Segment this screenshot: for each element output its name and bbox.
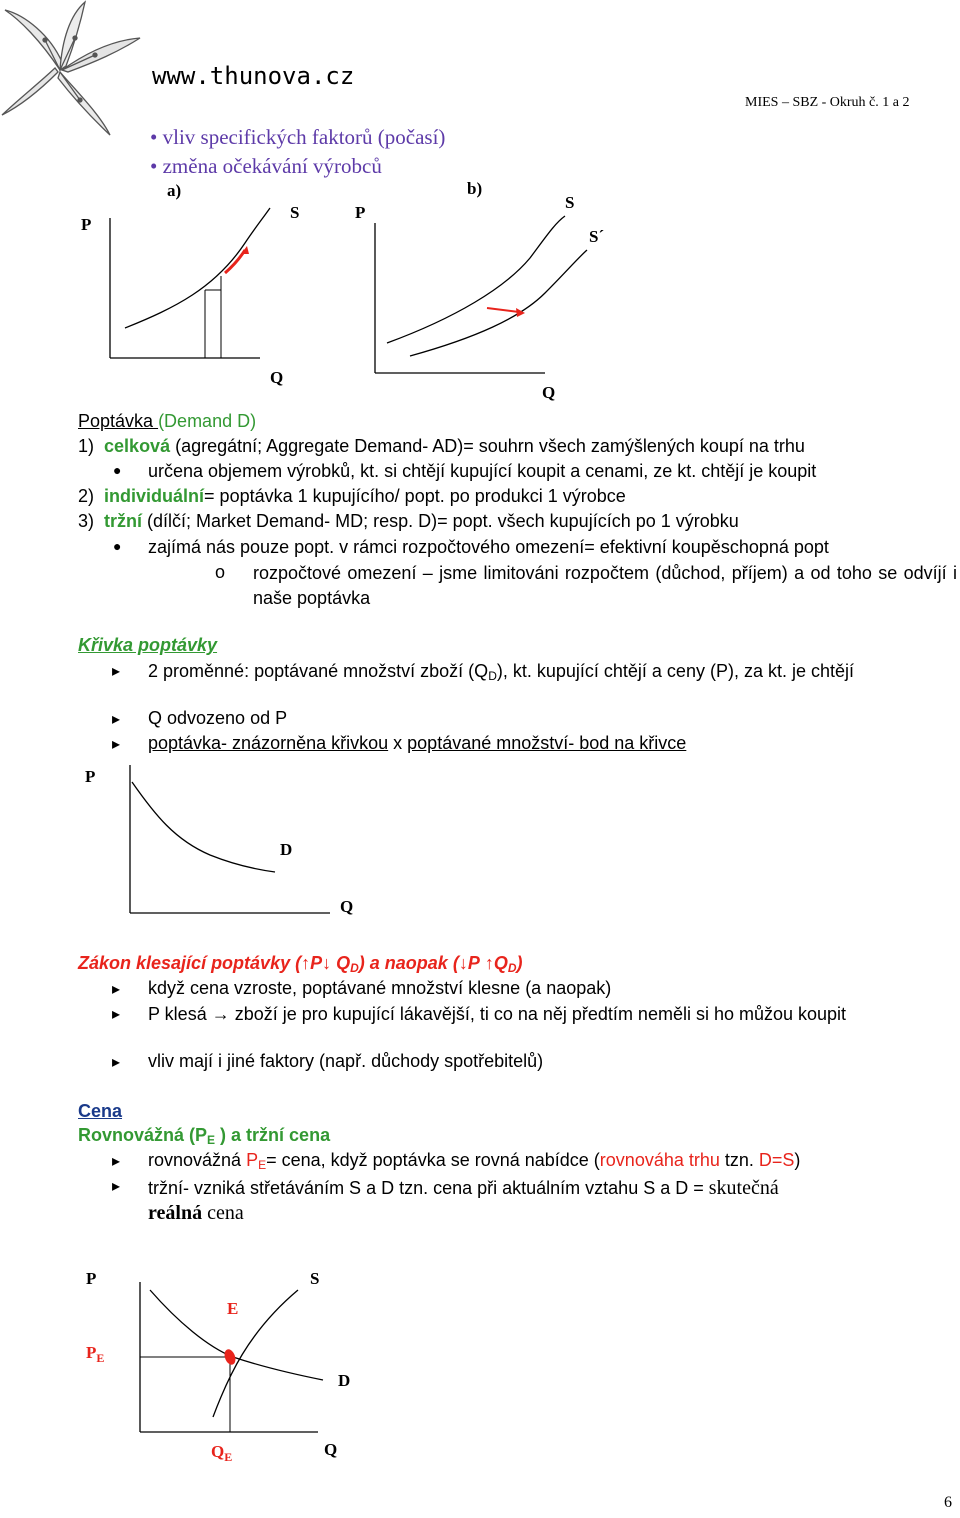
bullet-icon: ▸ [112,736,121,753]
fig-eq-pe-label: $P_E$ [86,1343,105,1365]
fig-b-supply-s [387,216,565,343]
fig-eq-s-label: S [310,1269,320,1288]
page-number: 6 [944,1494,952,1511]
fig-a-label: a) [167,181,182,200]
price-bullet-2-cont: reálná cena [148,1202,244,1224]
right-arrow-icon: → [211,1004,230,1024]
flower-logo-icon [0,0,150,140]
demand-item-3: 3) tržní (dílčí; Market Demand- MD; resp. D)= popt. všech kupujících po 1 výrobku [78,511,739,531]
fig-a-s-label: S [290,203,300,222]
course-header: MIES – SBZ - Okruh č. 1 a 2 [745,95,910,110]
law-title: Zákon klesající poptávky (↑P↓ $Q_D$) a naopak (↓P $↑Q_D$) [78,953,523,975]
law-bullet-3: vliv mají i jiné faktory (např. důchody spotřebitelů) [148,1051,544,1071]
bullet-icon: ▸ [112,711,121,728]
fig-b-shift-arrow [487,308,519,312]
fig-b-supply-sprime [410,250,587,356]
curve-bullet-3: poptávka- znázorněna křivkou x poptávané množství- bod na křivce [148,733,687,753]
fig-demand-q-label: Q [340,897,354,916]
fig-b-sprime-label: S´ [589,227,605,246]
fig-demand-p-label: P [85,767,96,786]
fig-a-p-label: P [81,215,92,234]
factors-list [150,123,445,181]
fig-demand-d-label: D [280,840,293,859]
bullet-icon: ▸ [112,1153,121,1170]
bullet-icon: ▸ [112,663,121,680]
bullet-icon: ▸ [112,1178,121,1195]
fig-eq-p-label: P [86,1269,97,1288]
fig-b-label: b) [467,179,483,198]
fig-demand-curve [132,782,275,872]
demand-item-3-sub: zajímá nás pouze popt. v rámci rozpočtového omezení= efektivní koupěschopná popt [148,537,829,557]
price-bullet-1: rovnovážná $P_E=$ cena, když poptávka se rovná nabídce (rovnováha trhu tzn. D=S) [148,1150,801,1172]
bullet-icon: ● [113,538,122,554]
demand-title: Poptávka (Demand D) [78,411,257,431]
curve-bullet-2: Q odvozeno od P [148,708,288,728]
fig-a-q-label: Q [270,368,284,387]
equilibrium-figure [78,1262,378,1472]
list-item: • změna očekávání výrobců [150,154,382,178]
demand-item-1: 1) celková (agregátní; Aggregate Demand- AD)= souhrn všech zamýšlených koupí na trhu [78,436,805,456]
bullet-icon: ▸ [112,1054,121,1071]
bullet-icon: ▸ [112,1006,121,1023]
fig-eq-d-label: D [338,1371,351,1390]
fig-eq-qe-label: $Q_E$ [211,1442,233,1464]
demand-item-3-subsub-marker: o [215,562,226,582]
supply-shift-figure [75,178,615,408]
bullet-icon: • [150,125,158,149]
bullet-icon: ▸ [112,981,121,998]
bullet-icon: • [150,154,158,178]
curve-title: Křivka poptávky [78,635,218,655]
price-title: Cena [78,1101,123,1121]
demand-item-2: 2) individuální= poptávka 1 kupujícího/ popt. po produkci 1 výrobce [78,486,626,506]
demand-item-3-subsub: rozpočtové omezení – jsme limitováni rozpočtem (důchod, příjem) a od toho se odvíjí i naše poptávka [253,563,957,608]
fig-b-q-label: Q [542,383,556,402]
curve-bullet-1: 2 proměnné: poptávané množství zboží $(Q_D)$, kt. kupující chtějí a ceny (P), za kt. je chtějí [148,661,854,683]
fig-eq-q-label: Q [324,1440,338,1459]
list-item: • vliv specifických faktorů (počasí) [150,125,446,149]
price-subtitle: Rovnovážná ($P_E$ ) a tržní cena [78,1125,331,1147]
demand-curve-figure [80,760,380,925]
demand-item-1-sub: určena objemem výrobků, kt. si chtějí kupující koupit a cenami, ze kt. chtějí je koupit [148,461,817,481]
website-url[interactable]: www.thunova.cz [152,62,355,90]
fig-a-supply-curve [125,208,270,328]
law-bullet-1: když cena vzroste, poptávané množství klesne (a naopak) [148,978,612,998]
law-bullet-2: P klesá → zboží je pro kupující lákavější, ti co na něj předtím neměli si ho můžou koupit [148,1004,847,1024]
bullet-icon: ● [113,462,122,478]
price-bullet-2: tržní- vzniká střetáváním S a D tzn. cena při aktuálním vztahu S a D = skutečná [148,1177,779,1199]
fig-b-p-label: P [355,203,366,222]
fig-eq-e-label: E [227,1299,239,1318]
fig-b-s-label: S [565,193,575,212]
